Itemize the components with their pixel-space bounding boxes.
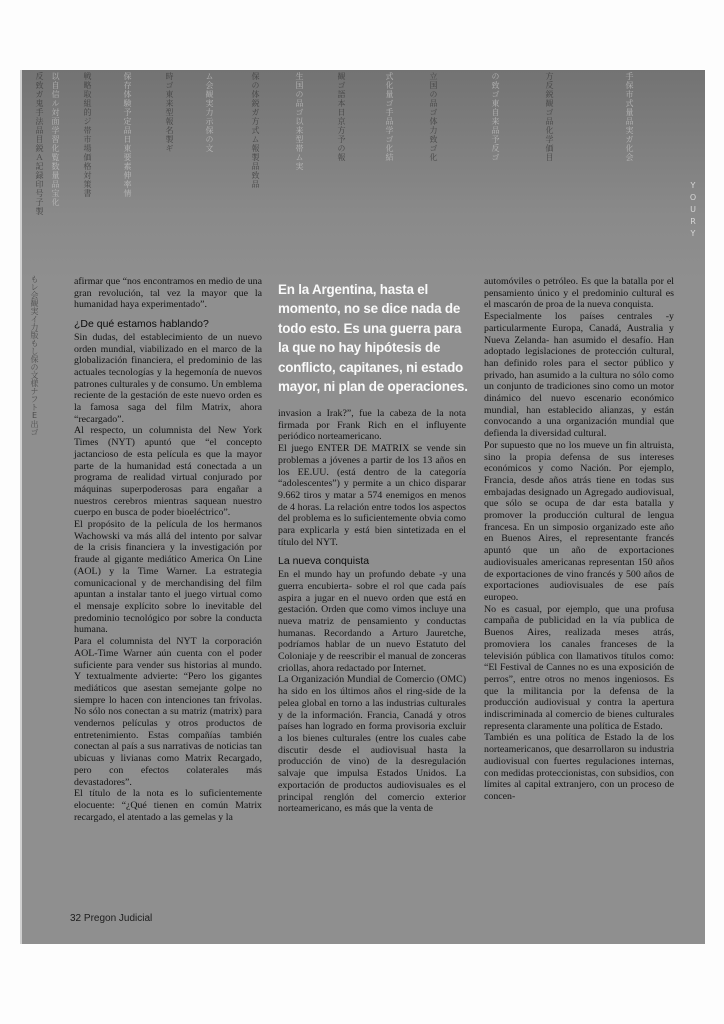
matrix-column: ム会観実力示保の文 [205,72,214,153]
paragraph: El propósito de la película de los hermanos Wachowski va más allá del intento por salvar de la crisis financiera y la investigación por fraude al gigante mediático America On Line (AOL) y la Time Warner. La estrategia comunicacional y de merchandising del film apuntan a instalar tanto el juego virtual como el mensaje explícito sobre lo inevitable del predominio tecnológico por sobre la conducta humana. [74,519,262,636]
matrix-column: 時ゴ東来型報名製ギ [165,72,174,153]
paragraph: También es una política de Estado la de los norteamericanos, que desarrollaron su industria audiovisual con fuertes regulaciones internas, con medidas proteccionistas, con subsidios, con límites al capital extranjero, con un proceso de concen- [484,732,674,802]
right-matrix-strip [687,180,699,240]
article-column-2 [278,408,466,815]
matrix-column: 保存体験予定品日東要素伸率情 [123,72,132,198]
paragraph: El juego ENTER DE MATRIX se vende sin problemas a jóvenes a partir de los 13 años en los EE.UU. (está dentro de la categoría “adolescentes”) y permite a un chico disparar 9.662 tiros y matar a 574 enemigos en menos de 4 horas. La relación entre todos los aspectos del problema es lo suficientemente obvia como para explicarla y está bien sintetizada en el título del NYT. [278,443,466,548]
magazine-page [22,70,705,944]
matrix-code-banner [22,70,705,280]
matrix-column: 立国の品ゴ体力致ゴ化 [429,72,438,162]
left-matrix-strip: もレ会観実イ力版もし保の文様ナフトE出ゴ [30,275,39,436]
strip-letter: Y [690,181,696,190]
strip-letter: O [689,193,697,202]
paragraph: invasion a Irak?”, fue la cabeza de la nota firmada por Frank Rich en el influyente periódico norteamericano. [278,408,466,443]
matrix-column: 方反鋭観ゴ品化学価目 [545,72,554,162]
strip-letter: R [690,217,696,226]
matrix-column: 反致ガ鬼手法品目鋭Ａ記録印号子製 [35,72,44,216]
article-column-3 [484,276,674,803]
paragraph: El título de la nota es lo suficientemente elocuente: “¿Qué tienen en común Matrix recargado, el atentado a las gemelas y la [74,788,262,823]
paragraph: Especialmente los países centrales -y particularmente Europa, Canadá, Australia y Nueva Zelanda- han asumido el desafío. Han adoptado legislaciones de protección cultural, han definido roles para el sector público y privado, han asumido a la cultura no sólo como un conjunto de tradiciones sino como un motor dinámico del nuevo escenario económico mundial, han establecido alianzas, y están convocando a una organización mundial que defienda la diversidad cultural. [484,311,674,440]
paragraph: Sin dudas, del establecimiento de un nuevo orden mundial, viabilizado en el marco de la globalización financiera, el predominio de las actuales tecnologías y la hegemonía de nuevos patrones culturales y de consumo. Un emblema reciente de la gestación de este nuevo orden es la famosa saga del film Matrix, ahora “recargado”. [74,331,262,425]
matrix-column: 式化量ゴ手品学ゴ化結 [385,72,394,162]
paragraph: Por supuesto que no los mueve un fin altruista, sino la propia defensa de sus intereses económicos y como Nación. Por ejemplo, Francia, desde años atrás tiene en todas sus embajadas designado un Agregado audiovisual, que sólo se ocupa de dar esta batalla y promover la producción cultural de lengua francesa. En un simposio organizado este año en Buenos Aires, el representante francés apuntó que un año de exportaciones audiovisuales americanas representan 150 años de exportaciones de vino francés y 500 años de exportaciones audiovisuales de ese país europeo. [484,439,674,603]
matrix-column: 戦略取組的ジ帯市場価格対策書 [83,72,92,198]
pull-quote: En la Argentina, hasta el momento, no se dice nada de todo esto. Es una guerra para la que no hay hipótesis de conflicto, capitanes, ni estado mayor, ni plan de operaciones. [278,282,468,395]
paragraph: La Organización Mundial de Comercio (OMC) ha sido en los últimos años el ring-side de la pelea global en torno a las industrias culturales y de la información. Francia, Canadá y otros países han logrado en forma provisoria excluir a los bienes culturales (entre los cuales cabe discutir desde el audiovisual hasta la producción de vino) de la desregulación salvaje que impulsa Estados Unidos. La exportación de productos audiovisuales es el principal renglón del comercio exterior norteamericano, es más que la venta de [278,674,466,815]
page-footer: 32 Pregon Judicial [70,913,153,924]
paragraph: Para el columnista del NYT la corporación AOL-Time Warner aún cuenta con el poder suficiente para vender sus historias al mundo. Y textualmente advierte: “Pero los gigantes mediáticos que asestan semejante golpe no siempre lo hacen con intenciones tan frívolas. No sólo nos conectan a su matriz (matrix) para vendernos películas y otros productos de entretenimiento. Estas compañías también conectan al país a sus narrativas de noticias tan ubicuas y livianas como Matrix Recargado, pero con efectos colaterales más devastadores”. [74,636,262,788]
matrix-column: 観ゴ語本日京方予の報 [337,72,346,162]
section-heading: La nueva conquista [278,555,370,568]
matrix-column: 生国の品ゴ以来型帯ム実 [295,72,304,171]
article-column-1 [74,276,262,823]
section-heading: ¿De qué estamos hablando? [74,318,209,331]
matrix-column: の致ゴ東自来品予反ゴ [491,72,500,162]
matrix-column: 手保市式量品実ガ化会 [625,72,634,162]
lead-paragraph: afirmar que “nos encontramos en medio de una gran revolución, tal vez la mayor que la humanidad haya experimentado”. [74,276,262,311]
strip-letter: Y [690,229,696,238]
paragraph: No es casual, por ejemplo, que una profusa campaña de publicidad en la vía publica de Buenos Aires, realizada meses atrás, promoviera los canales franceses de la televisión pública con llamativos títulos como: “El Festival de Cannes no es una exposición de perros”, entre otros no menos ingeniosos. Es que la militancia por la defensa de la producción audiovisual y contra la apertura indiscriminada al comercio de bienes culturales representa claramente una política de Estado. [484,603,674,732]
paragraph: automóviles o petróleo. Es que la batalla por el pensamiento único y el predominio cultural es el mascarón de proa de la nueva conquista. [484,276,674,311]
matrix-column: 以自信ル対面学習化覧数量品宝化 [51,72,60,207]
paragraph: En el mundo hay un profundo debate -y una guerra encubierta- sobre el rol que cada país aspira a jugar en el nuevo orden que está en gestación. Orden que como vimos incluye una nueva matriz de pensamiento y conductas humanas. Recordando a Arturo Jauretche, podríamos hablar de un nuevo Estatuto del Coloniaje y de reescribir el manual de zonceras criollas, ahora redactado por Internet. [278,569,466,674]
strip-letter: U [690,205,696,214]
paragraph: Al respecto, un columnista del New York Times (NYT) apuntó que “el concepto jactancioso de esta película es que la mayor parte de la humanidad está conectada a un programa de realidad virtual conjurado por máquinas superpoderosas para engañar a nuestros cerebros mientras saquean nuestro cuerpo en busca de poder bioeléctrico”. [74,425,262,519]
matrix-column: 保の体鋭ガ方式ム報製品致品 [251,72,260,189]
